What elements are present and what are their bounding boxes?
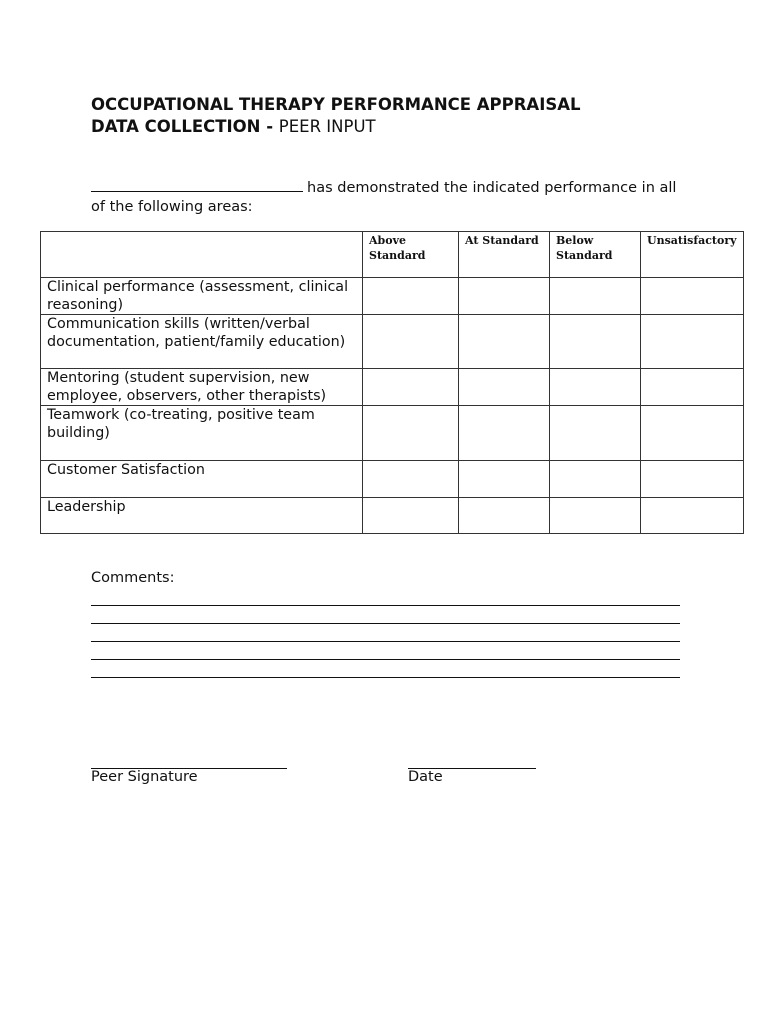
column-header: At Standard	[459, 232, 550, 278]
rating-cell[interactable]	[641, 278, 744, 315]
column-header: Unsatisfactory	[641, 232, 744, 278]
column-header: Above Standard	[363, 232, 459, 278]
rating-cell[interactable]	[641, 498, 744, 534]
document-title	[91, 94, 581, 138]
rating-cell[interactable]	[363, 315, 459, 369]
title-line-2-normal: PEER INPUT	[278, 117, 376, 136]
title-line-2-bold: DATA COLLECTION -	[91, 117, 279, 136]
rating-cell[interactable]	[459, 461, 550, 498]
rating-cell[interactable]	[459, 278, 550, 315]
comments-label: Comments:	[91, 570, 175, 586]
rating-cell[interactable]	[550, 369, 641, 406]
column-header: Below Standard	[550, 232, 641, 278]
rating-cell[interactable]	[550, 278, 641, 315]
table-row	[41, 369, 744, 406]
comment-line[interactable]	[91, 605, 680, 606]
rating-cell[interactable]	[459, 498, 550, 534]
intro-paragraph	[91, 177, 691, 217]
rating-cell[interactable]	[550, 498, 641, 534]
criterion-label: Communication skills (written/verbal documentation, patient/family education)	[41, 315, 363, 369]
rating-table	[40, 231, 744, 534]
rating-cell[interactable]	[363, 498, 459, 534]
rating-cell[interactable]	[459, 369, 550, 406]
criterion-label: Teamwork (co-treating, positive team building)	[41, 406, 363, 461]
rating-cell[interactable]	[459, 315, 550, 369]
comment-line[interactable]	[91, 641, 680, 642]
rating-cell[interactable]	[641, 406, 744, 461]
rating-cell[interactable]	[459, 406, 550, 461]
table-row	[41, 461, 744, 498]
rating-cell[interactable]	[363, 278, 459, 315]
date-label: Date	[408, 769, 443, 785]
name-blank-line[interactable]	[91, 177, 303, 192]
rating-cell[interactable]	[550, 406, 641, 461]
rating-cell[interactable]	[363, 461, 459, 498]
rating-cell[interactable]	[550, 461, 641, 498]
table-row	[41, 278, 744, 315]
intro-text: has demonstrated the indicated performance in all of the following areas:	[91, 180, 677, 215]
header-empty-cell	[41, 232, 363, 278]
table-row	[41, 498, 744, 534]
criterion-label: Leadership	[41, 498, 363, 534]
title-line-2	[91, 116, 581, 138]
comment-line[interactable]	[91, 623, 680, 624]
peer-signature-label: Peer Signature	[91, 769, 198, 785]
table-row	[41, 406, 744, 461]
title-line-1: OCCUPATIONAL THERAPY PERFORMANCE APPRAISAL	[91, 95, 581, 114]
rating-cell[interactable]	[641, 461, 744, 498]
table-row	[41, 315, 744, 369]
comment-line[interactable]	[91, 677, 680, 678]
criterion-label: Customer Satisfaction	[41, 461, 363, 498]
criterion-label: Mentoring (student supervision, new employee, observers, other therapists)	[41, 369, 363, 406]
rating-cell[interactable]	[550, 315, 641, 369]
rating-cell[interactable]	[363, 406, 459, 461]
rating-cell[interactable]	[363, 369, 459, 406]
comment-line[interactable]	[91, 659, 680, 660]
criterion-label: Clinical performance (assessment, clinical reasoning)	[41, 278, 363, 315]
rating-cell[interactable]	[641, 369, 744, 406]
table-header-row	[41, 232, 744, 278]
rating-cell[interactable]	[641, 315, 744, 369]
